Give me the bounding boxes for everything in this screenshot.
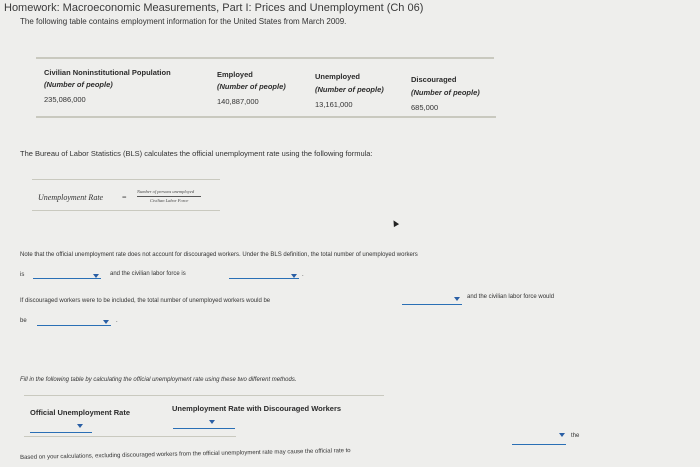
- formula-top-rule: [32, 179, 220, 180]
- labor-force-dropdown[interactable]: [229, 278, 299, 279]
- col-discouraged-header: Discouraged: [411, 75, 457, 84]
- col-rate-with-discouraged: Unemployment Rate with Discouraged Workers: [172, 404, 342, 413]
- labor-force-with-discouraged-dropdown[interactable]: [37, 325, 111, 326]
- cell-discouraged: 685,000: [411, 103, 439, 112]
- formula-bottom-rule: [32, 210, 220, 211]
- chevron-down-icon[interactable]: [291, 274, 297, 278]
- rate-with-discouraged-dropdown[interactable]: [173, 428, 235, 429]
- col-employed-sub: (Number of people): [217, 82, 286, 91]
- discouraged-question: If discouraged workers were to be included, the total number of unemployed workers would be: [20, 298, 271, 304]
- col-unemployed-sub: (Number of people): [315, 85, 384, 94]
- cell-population: 235,086,000: [44, 95, 86, 104]
- formula-fraction-line: [137, 196, 201, 197]
- conclusion-dropdown[interactable]: [512, 444, 566, 445]
- formula-denominator: Civilian Labor Force: [150, 198, 189, 203]
- conclusion-text: Based on your calculations, excluding discouraged workers from the official unemployment rate may cause the official rate to: [20, 448, 351, 461]
- formula-label: Unemployment Rate: [38, 193, 104, 202]
- discouraged-be: be: [20, 318, 27, 324]
- col-employed-header: Employed: [217, 70, 253, 79]
- chevron-down-icon[interactable]: [454, 297, 460, 301]
- chevron-down-icon[interactable]: [209, 420, 215, 424]
- note-line1: Note that the official unemployment rate does not account for discouraged workers. Under the BLS definition, the total number of unemployed workers: [20, 252, 418, 258]
- col-population-header: Civilian Noninstitutional Population: [44, 68, 171, 77]
- cell-employed: 140,887,000: [217, 97, 259, 106]
- table-bottom-rule: [36, 116, 496, 118]
- official-rate-dropdown[interactable]: [30, 432, 92, 433]
- fill-table-instruction: Fill in the following table by calculating the official unemployment rate using these two different methods.: [20, 377, 297, 383]
- col-discouraged-sub: (Number of people): [411, 88, 480, 97]
- note-is: is: [20, 272, 25, 278]
- chevron-down-icon[interactable]: [103, 320, 109, 324]
- fill-table-top-rule: [24, 395, 384, 396]
- col-official-rate: Official Unemployment Rate: [30, 408, 131, 417]
- unemployed-total-dropdown[interactable]: [33, 278, 101, 279]
- conclusion-tail: the: [571, 433, 580, 439]
- page-title: Homework: Macroeconomic Measurements, Part I: Prices and Unemployment (Ch 06): [4, 2, 424, 14]
- fill-table-bottom-rule: [24, 436, 236, 437]
- intro-text: The following table contains employment information for the United States from March 2009.: [20, 17, 347, 26]
- unemployed-with-discouraged-dropdown[interactable]: [402, 304, 462, 305]
- discouraged-period: .: [116, 318, 118, 324]
- formula-numerator: Number of persons unemployed: [137, 189, 195, 194]
- formula-equals: =: [122, 193, 127, 202]
- cell-unemployed: 13,161,000: [315, 100, 353, 109]
- formula-intro: The Bureau of Labor Statistics (BLS) calculates the official unemployment rate using the following formula:: [20, 149, 373, 158]
- chevron-down-icon[interactable]: [559, 433, 565, 437]
- discouraged-question-tail: and the civilian labor force would: [467, 294, 555, 300]
- col-unemployed-header: Unemployed: [315, 72, 361, 81]
- note-period: .: [302, 272, 304, 278]
- note-and-text: and the civilian labor force is: [110, 271, 186, 277]
- table-top-rule: [36, 57, 494, 59]
- chevron-down-icon[interactable]: [77, 424, 83, 428]
- chevron-down-icon[interactable]: [93, 274, 99, 278]
- col-population-sub: (Number of people): [44, 80, 113, 89]
- mouse-cursor-icon: [391, 219, 399, 227]
